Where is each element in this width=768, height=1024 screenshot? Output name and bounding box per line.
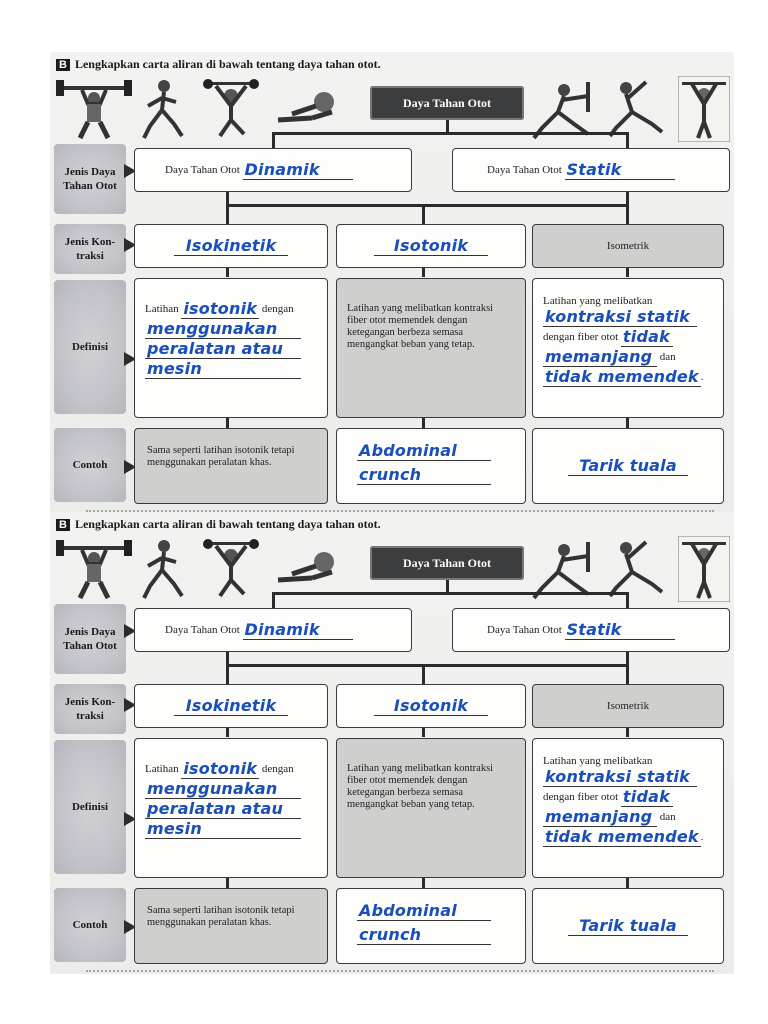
answer-tidak: tidak [621,787,673,807]
example-box-1 [134,888,328,964]
root-node: Daya Tahan Otot [370,546,524,580]
row-label-contoh: Contoh [54,428,126,502]
connector-line [226,652,229,684]
connector-line [626,878,629,888]
weightlifter-figure [54,76,134,142]
type-prefix: Daya Tahan Otot [165,164,240,176]
def3-text1: Latihan yang melibatkan [543,295,653,307]
answer-abdominal: Abdominal [357,901,491,921]
contraction-box-3 [532,224,724,268]
answer-abdominal: Abdominal [357,441,491,461]
answer-tarik-tuala: Tarik tuala [568,456,688,476]
example-box-1 [134,428,328,504]
connector-line [626,192,629,224]
answer-menggunakan: menggunakan [145,779,301,799]
contraction-box-1 [134,684,328,728]
connector-line [226,878,229,888]
contraction-isometrik: Isometrik [606,700,650,712]
connector-line [272,132,628,135]
type-prefix: Daya Tahan Otot [487,624,562,636]
connector-line [626,132,629,148]
type-prefix: Daya Tahan Otot [165,624,240,636]
seated-stretch-figure [272,536,342,596]
contraction-box-2 [336,684,526,728]
example1-text: Sama seperti latihan isotonik tetapi menggunakan peralatan khas. [147,445,295,468]
answer-dinamik: Dinamik [243,620,353,640]
definition-box-2 [336,278,526,418]
def3-text3: dan [659,351,676,363]
answer-tidak-memendek: tidak memendek [545,367,699,386]
def2-text: Latihan yang melibatkan kontraksi fiber otot memendek dengan ketegangan berbeza semasa mengangkat beban yang tetap. [347,763,494,810]
answer-dinamik: Dinamik [243,160,353,180]
kettlebell-figure [200,76,262,142]
connector-line [626,727,629,737]
connector-line [226,204,626,207]
contraction-box-2 [336,224,526,268]
seated-stretch-figure [272,76,342,136]
answer-tarik-tuala: Tarik tuala [568,916,688,936]
section-letter: B [56,519,70,531]
root-node: Daya Tahan Otot [370,86,524,120]
row-label-contoh: Contoh [54,888,126,962]
connector-line [226,418,229,428]
connector-line [226,727,229,737]
connector-line [422,418,425,428]
row-label-kontraksi: Jenis Kon- traksi [54,684,126,734]
connector-line [422,727,425,737]
def3-text2: dengan fiber otot [543,791,619,803]
worksheet-copy-bottom [50,512,734,974]
answer-crunch: crunch [357,925,491,945]
connector-line [446,120,449,132]
weightlifter-figure [54,536,134,602]
connector-line [446,580,449,592]
answer-isotonik-def: isotonik [183,759,258,778]
row-label-definisi: Definisi [54,280,126,414]
answer-crunch: crunch [357,465,491,485]
row-label-kontraksi: Jenis Kon- traksi [54,224,126,274]
kettlebell-figure [200,536,262,602]
example-box-3 [532,888,724,964]
answer-statik: Statik [565,620,675,640]
answer-isokinetik: Isokinetik [174,236,288,256]
def1-prefix: Latihan [145,763,179,775]
answer-peralatan: peralatan atau [145,339,301,359]
connector-line [626,592,629,608]
connector-line [626,267,629,277]
connector-line [626,652,629,684]
definition-box-3 [532,738,724,878]
row-label-jenis: Jenis Daya Tahan Otot [54,144,126,214]
def3-end: . [700,831,704,843]
connector-line [422,664,425,684]
instruction-text: Lengkapkan carta aliran di bawah tentang daya tahan otot. [74,517,381,531]
row-label-definisi: Definisi [54,740,126,874]
answer-memanjang: memanjang [543,347,657,367]
type-box-dinamik [134,148,412,192]
answer-isotonik: Isotonik [374,696,488,716]
answer-isokinetik: Isokinetik [174,696,288,716]
lunge-figure [138,536,188,602]
answer-peralatan: peralatan atau [145,799,301,819]
def3-text3: dan [659,811,676,823]
connector-line [272,592,275,608]
connector-line [226,192,229,224]
connector-line [422,878,425,888]
connector-line [226,664,626,667]
connector-line [422,267,425,277]
instruction-heading [56,517,381,532]
connector-line [422,204,425,224]
def1-prefix: Latihan [145,303,179,315]
instruction-heading [56,57,381,72]
hanging-figure [678,536,730,602]
answer-isotonik: Isotonik [374,236,488,256]
example-box-2 [336,428,526,504]
instruction-text: Lengkapkan carta aliran di bawah tentang daya tahan otot. [74,57,381,71]
type-box-dinamik [134,608,412,652]
answer-tidak-memendek: tidak memendek [545,827,699,846]
contraction-isometrik: Isometrik [606,240,650,252]
answer-tidak: tidak [621,327,673,347]
answer-mesin: mesin [145,359,301,379]
definition-box-1 [134,738,328,878]
hanging-figure [678,76,730,142]
def2-text: Latihan yang melibatkan kontraksi fiber otot memendek dengan ketegangan berbeza semasa mengangkat beban yang tetap. [347,303,494,350]
answer-kontraksi-statik: kontraksi statik [543,767,697,787]
definition-box-3 [532,278,724,418]
worksheet-copy-top [50,52,734,514]
def3-end: . [700,371,704,383]
answer-isotonik-def: isotonik [183,299,258,318]
connector-line [626,418,629,428]
type-box-statik [452,608,730,652]
example-box-2 [336,888,526,964]
row-label-jenis: Jenis Daya Tahan Otot [54,604,126,674]
type-prefix: Daya Tahan Otot [487,164,562,176]
contraction-box-1 [134,224,328,268]
connector-line [226,267,229,277]
answer-mesin: mesin [145,819,301,839]
connector-line [272,132,275,148]
section-letter: B [56,59,70,71]
example-box-3 [532,428,724,504]
definition-box-1 [134,278,328,418]
example1-text: Sama seperti latihan isotonik tetapi menggunakan peralatan khas. [147,905,295,928]
contraction-box-3 [532,684,724,728]
def3-text2: dengan fiber otot [543,331,619,343]
connector-line [272,592,628,595]
answer-menggunakan: menggunakan [145,319,301,339]
type-box-statik [452,148,730,192]
answer-statik: Statik [565,160,675,180]
lunge-figure [138,76,188,142]
answer-kontraksi-statik: kontraksi statik [543,307,697,327]
answer-memanjang: memanjang [543,807,657,827]
def3-text1: Latihan yang melibatkan [543,755,653,767]
def1-mid: dengan [261,303,294,315]
definition-box-2 [336,738,526,878]
def1-mid: dengan [261,763,294,775]
